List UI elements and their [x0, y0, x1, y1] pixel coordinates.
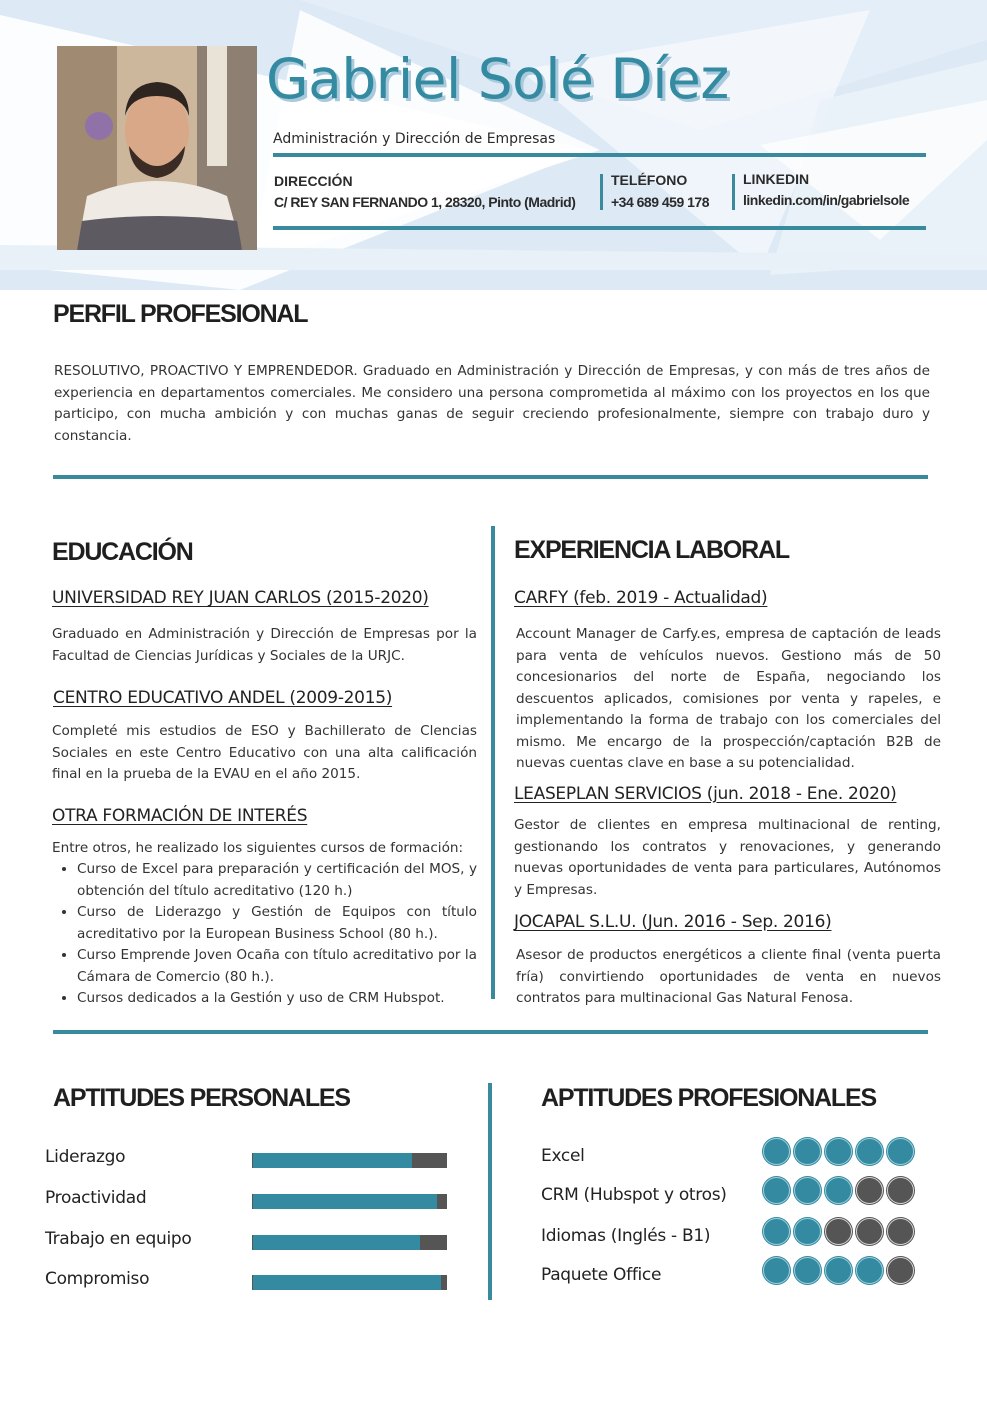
education-title: EDUCACIÓN: [52, 538, 193, 566]
header-divider-top: [273, 153, 926, 157]
experience-text: Account Manager de Carfy.es, empresa de captación de leads para venta de vehículos nuevos. Gestiono más de 50 concesionarios del norte de España, negociando los descuentos aplicados, comisiones por venta y rapeles, e implementando la forma de trabajo con los comerciales del mismo. Me encargo de la prospección/captación B2B de nuevas cuentas clave en base a su potencialidad.: [516, 626, 941, 771]
experience-text: Gestor de clientes en empresa multinacional de renting, gestionando los contratos y renovaciones, y generando nuevas oportunidades de venta para particulares, Autónomos y Empresas.: [514, 817, 941, 898]
rating-dot-filled: [887, 1138, 914, 1165]
experience-heading: JOCAPAL S.L.U. (Jun. 2016 - Sep. 2016): [514, 912, 832, 932]
professional-skill-label: Paquete Office: [541, 1265, 662, 1285]
training-item: • Curso de Liderazgo y Gestión de Equipos con título acreditativo por la European Business School (80 h.).: [77, 902, 477, 945]
personal-skill-label: Trabajo en equipo: [45, 1229, 192, 1249]
skill-level-bar: [252, 1194, 447, 1209]
header-divider-bottom: [273, 226, 926, 230]
professional-skill-label: CRM (Hubspot y otros): [541, 1185, 727, 1205]
column-divider: [488, 1083, 492, 1300]
column-divider: [491, 526, 495, 999]
contact-label: DIRECCIÓN: [274, 173, 353, 189]
rating-dot-filled: [825, 1138, 852, 1165]
candidate-name: Gabriel Solé Díez: [266, 47, 729, 111]
rating-dot-filled: [825, 1177, 852, 1204]
training-item: • Curso Emprende Joven Ocaña con título acreditativo por la Cámara de Comercio (80 h.).: [77, 945, 477, 988]
rating-dot-empty: [887, 1177, 914, 1204]
rating-dot-filled: [763, 1257, 790, 1284]
rating-dot-empty: [887, 1257, 914, 1284]
rating-dot-empty: [887, 1218, 914, 1245]
rating-dot-filled: [856, 1257, 883, 1284]
skill-rating: [762, 1217, 915, 1246]
skill-rating: [762, 1137, 915, 1166]
professional-skill-label: Idiomas (Inglés - B1): [541, 1226, 711, 1246]
skill-level-fill: [252, 1194, 437, 1209]
rating-dot-filled: [794, 1177, 821, 1204]
skill-level-bar: [252, 1235, 447, 1250]
contact-value: C/ REY SAN FERNANDO 1, 28320, Pinto (Madrid): [274, 194, 576, 210]
phone-number[interactable]: +34 689 459 178: [611, 194, 709, 210]
rating-dot-filled: [763, 1138, 790, 1165]
professional-skills-title: APTITUDES PROFESIONALES: [541, 1084, 876, 1112]
candidate-subtitle: Administración y Dirección de Empresas: [273, 131, 556, 147]
training-item: • Curso de Excel para preparación y certificación del MOS, y obtención del título acreditativo (120 h.): [77, 859, 477, 902]
rating-dot-filled: [763, 1218, 790, 1245]
section-divider: [53, 475, 928, 479]
other-training-intro: Entre otros, he realizado los siguientes cursos de formación:: [52, 840, 464, 856]
contact-label: TELÉFONO: [611, 172, 688, 188]
training-item: • Cursos dedicados a la Gestión y uso de CRM Hubspot.: [77, 988, 477, 1010]
education-heading: CENTRO EDUCATIVO ANDEL (2009-2015): [53, 688, 393, 708]
contact-divider: [600, 174, 603, 210]
experience-title: EXPERIENCIA LABORAL: [514, 536, 789, 564]
education-heading: UNIVERSIDAD REY JUAN CARLOS (2015-2020): [52, 588, 429, 608]
rating-dot-filled: [763, 1177, 790, 1204]
training-list: [53, 859, 477, 1010]
education-text: Graduado en Administración y Dirección de Empresas por la Facultad de Ciencias Jurídicas y Sociales de la URJC.: [52, 626, 477, 664]
section-divider: [53, 1030, 928, 1034]
skill-level-bar: [252, 1153, 447, 1168]
skill-rating: [762, 1176, 915, 1205]
experience-heading: LEASEPLAN SERVICIOS (jun. 2018 - Ene. 2020): [514, 784, 897, 804]
contact-divider: [732, 174, 735, 210]
personal-skill-label: Proactividad: [45, 1188, 147, 1208]
skill-level-fill: [252, 1235, 420, 1250]
contact-label: LINKEDIN: [743, 171, 810, 187]
skill-level-bar: [252, 1275, 447, 1290]
rating-dot-empty: [856, 1218, 883, 1245]
professional-skill-label: Excel: [541, 1146, 585, 1166]
skill-level-fill: [252, 1275, 441, 1290]
personal-skill-label: Compromiso: [45, 1269, 150, 1289]
personal-skills-title: APTITUDES PERSONALES: [53, 1084, 350, 1112]
rating-dot-empty: [825, 1218, 852, 1245]
rating-dot-filled: [794, 1138, 821, 1165]
rating-dot-filled: [825, 1257, 852, 1284]
personal-skill-label: Liderazgo: [45, 1147, 126, 1167]
rating-dot-filled: [856, 1138, 883, 1165]
linkedin-link[interactable]: linkedin.com/in/gabrielsole: [743, 192, 910, 208]
experience-text: Asesor de productos energéticos a cliente final (venta puerta fría) convirtiendo oportunidades de venta en nuevos contratos para multinacional Gas Natural Fenosa.: [516, 947, 941, 1006]
skill-level-fill: [252, 1153, 412, 1168]
education-text: Completé mis estudios de ESO y Bachillerato de Clencias Sociales en este Centro Educativo con una alta calificación final en la prueba de la EVAU en el año 2015.: [52, 723, 477, 782]
experience-heading: CARFY (feb. 2019 - Actualidad): [514, 588, 768, 608]
rating-dot-empty: [856, 1177, 883, 1204]
person-photo-icon: [57, 46, 257, 250]
rating-dot-filled: [794, 1218, 821, 1245]
rating-dot-filled: [794, 1257, 821, 1284]
profile-title: PERFIL PROFESIONAL: [53, 300, 308, 328]
skill-rating: [762, 1256, 915, 1285]
profile-text: RESOLUTIVO, PROACTIVO Y EMPRENDEDOR. Graduado en Administración y Dirección de Empresas, y con más de tres años de experiencia en departamentos comerciales. Me considero una persona comprometida al máximo con los proyectos en los que participo, con mucha ambición y con muchas ganas de seguir creciendo profesionalmente, siempre con trabajo duro y constancia.: [54, 363, 930, 444]
profile-photo: [57, 46, 257, 250]
other-training-heading: OTRA FORMACIÓN DE INTERÉS: [52, 806, 308, 826]
